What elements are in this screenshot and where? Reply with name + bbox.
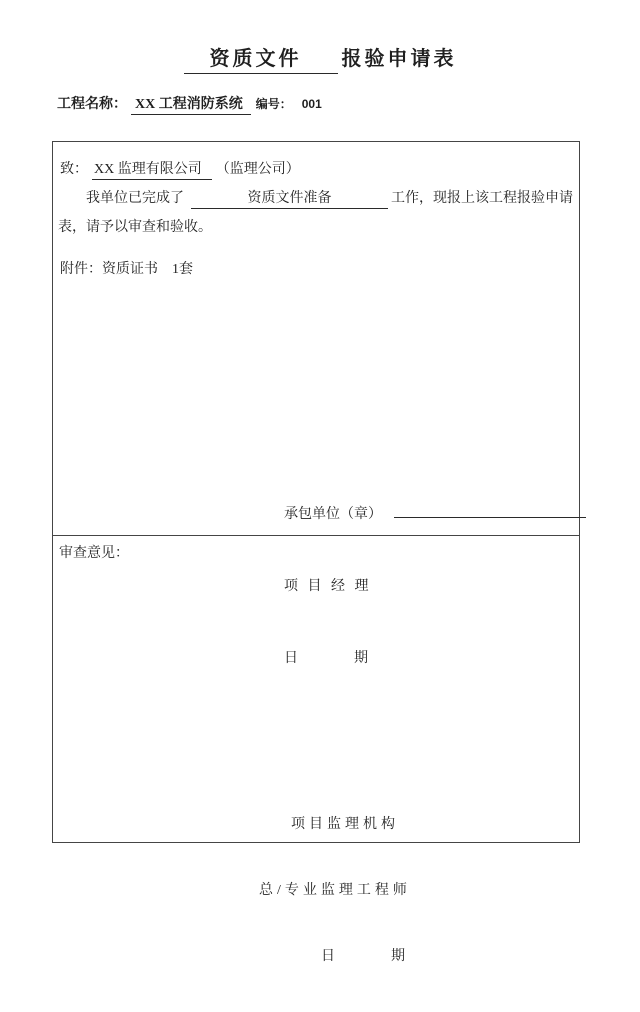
contractor-seal-blank bbox=[394, 503, 586, 518]
review-opinion-label: 审查意见： bbox=[59, 546, 129, 561]
supervisor-date-label: 日 期 bbox=[321, 949, 405, 964]
form-box bbox=[52, 141, 580, 964]
contractor-seal-line bbox=[284, 503, 586, 527]
review-section bbox=[53, 536, 579, 964]
project-name-value: XX 工程消防系统 bbox=[131, 93, 251, 115]
title-underlined-text: 资质文件 bbox=[209, 48, 302, 70]
to-label: 致： bbox=[60, 162, 88, 177]
attachment-line: 附件：资质证书 1套 bbox=[60, 262, 193, 277]
doc-number-value: 001 bbox=[301, 97, 322, 111]
form-title bbox=[0, 42, 640, 74]
to-company-suffix: （监理公司） bbox=[215, 162, 300, 177]
contractor-seal-label: 承包单位（章） bbox=[284, 507, 382, 522]
project-manager-label: 项 目 经 理 bbox=[284, 579, 372, 594]
title-underlined-blank bbox=[184, 42, 338, 74]
statement-line2: 表，请予以审查和验收。 bbox=[58, 220, 212, 235]
to-company-value: XX 监理有限公司 bbox=[92, 158, 212, 180]
project-name-label: 工程名称： bbox=[57, 97, 127, 112]
statement-blank-field: 资质文件准备 bbox=[191, 187, 388, 209]
statement-suffix: 工作，现报上该工程报验申请 bbox=[391, 191, 573, 206]
statement-prefix: 我单位已完成了 bbox=[86, 191, 184, 206]
supervision-org-label: 项目监理机构 bbox=[291, 817, 399, 832]
title-suffix-text: 报验申请表 bbox=[341, 48, 457, 70]
contractor-date-label: 日 期 bbox=[284, 651, 368, 666]
statement-line bbox=[86, 187, 573, 209]
supervision-engineer-label: 总/专业监理工程师 bbox=[259, 883, 411, 898]
doc-number-label: 编号： bbox=[255, 97, 292, 111]
supervisor-signature-block bbox=[259, 770, 411, 1012]
addressee-line bbox=[60, 158, 300, 180]
header-row bbox=[57, 93, 322, 115]
